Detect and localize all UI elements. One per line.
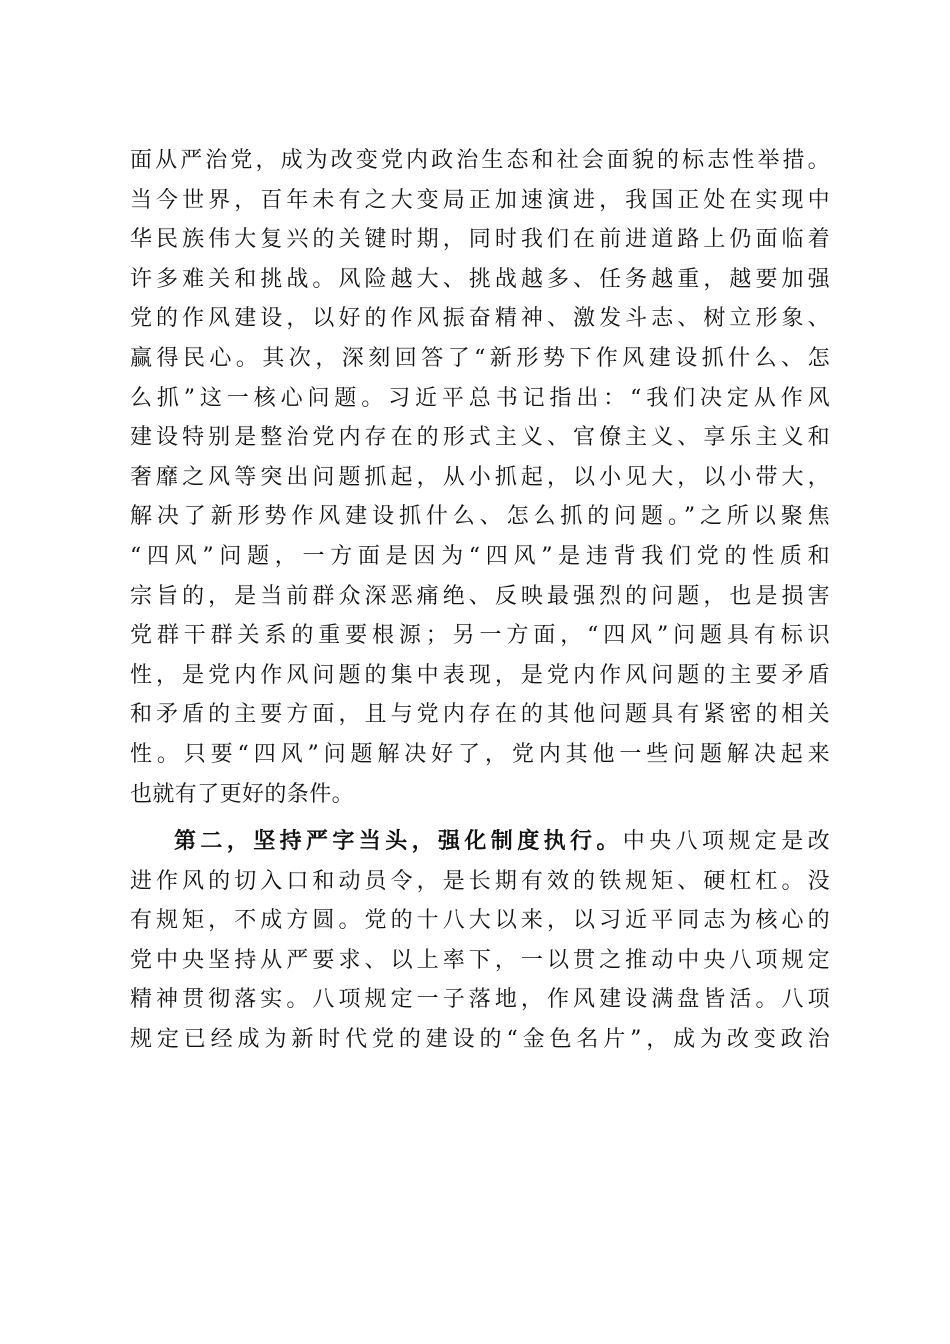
section-heading: 第二，坚持严字当头，强化制度执行。: [174, 828, 623, 855]
text-line: 党中央坚持从严要求、以上率下，一以贯之推动中央八项规定: [130, 947, 830, 973]
paragraph-gap: [130, 814, 830, 822]
text-line: 解决了新形势作风建设抓什么、怎么抓的问题。”之所以聚焦: [130, 504, 830, 530]
text-line: 和矛盾的主要方面，且与党内存在的其他问题具有紧密的相关: [130, 702, 830, 728]
text-line: 也就有了更好的条件。: [130, 781, 355, 807]
document-body: [130, 141, 830, 1060]
paragraph-2-first-line: [130, 822, 830, 862]
text-line: “四风”问题，一方面是因为“四风”是违背我们党的性质和: [130, 543, 830, 569]
text-line: 面从严治党，成为改变党内政治生态和社会面貌的标志性举措。: [130, 148, 830, 173]
text-line: 许多难关和挑战。风险越大、挑战越多、任务越重，越要加强: [130, 266, 830, 292]
text-line: 赢得民心。其次，深刻回答了“新形势下作风建设抓什么、怎: [130, 345, 830, 371]
paragraph-2: [130, 822, 830, 1060]
text-line: 建设特别是整治党内存在的形式主义、官僚主义、享乐主义和: [130, 425, 830, 451]
text-line: 宗旨的，是当前群众深恶痛绝、反映最强烈的问题，也是损害: [130, 583, 830, 609]
text-line: 党的作风建设，以好的作风振奋精神、激发斗志、树立形象、: [130, 306, 830, 332]
text-line: 规定已经成为新时代党的建设的“金色名片”，成为改变政治: [130, 1027, 830, 1053]
text-fragment: 中央八项规定是改: [622, 829, 830, 855]
text-line: 进作风的切入口和动员令，是长期有效的铁规矩、硬杠杠。没: [130, 868, 830, 894]
text-line: 性，是党内作风问题的集中表现，是党内作风问题的主要矛盾: [130, 662, 830, 688]
text-line: 当今世界，百年未有之大变局正加速演进，我国正处在实现中: [130, 187, 830, 213]
text-line: 华民族伟大复兴的关键时期，同时我们在前进道路上仍面临着: [130, 227, 830, 253]
text-line: 有规矩，不成方圆。党的十八大以来，以习近平同志为核心的: [130, 908, 830, 934]
text-line: 精神贯彻落实。八项规定一子落地，作风建设满盘皆活。八项: [130, 987, 830, 1013]
text-line: 奢靡之风等突出问题抓起，从小抓起，以小见大，以小带大，: [130, 464, 830, 490]
text-line: 么抓”这一核心问题。习近平总书记指出：“我们决定从作风: [130, 385, 830, 411]
paragraph-1: [130, 141, 830, 814]
text-line: 性。只要“四风”问题解决好了，党内其他一些问题解决起来: [130, 741, 830, 767]
text-line: 党群干群关系的重要根源；另一方面，“四风”问题具有标识: [130, 623, 830, 649]
